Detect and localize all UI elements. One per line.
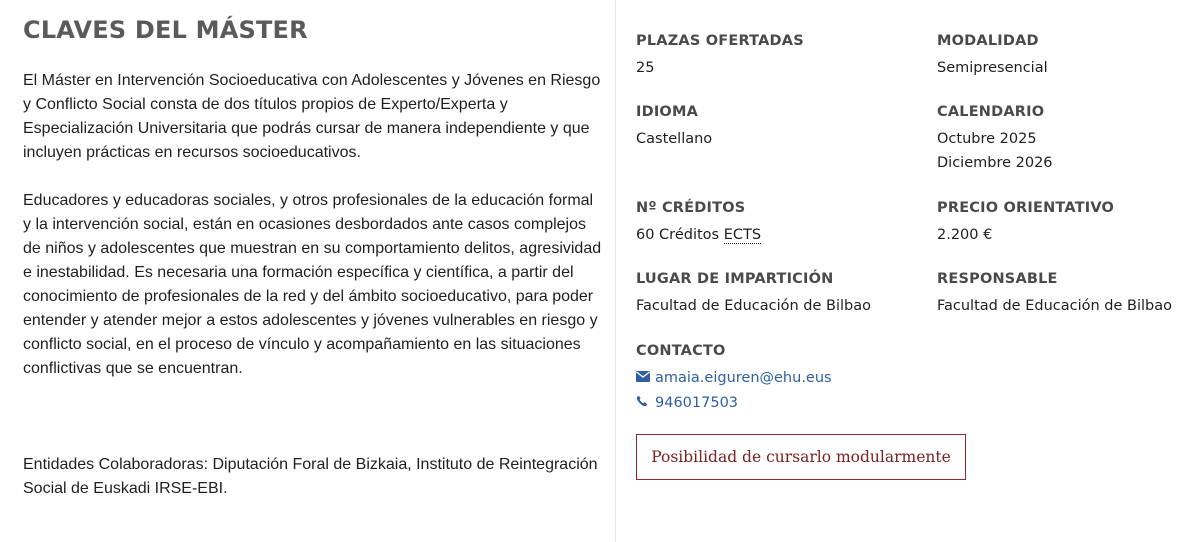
precio-value: 2.200 € [937, 227, 993, 243]
contacto-field [636, 341, 832, 416]
lugar-value: Facultad de Educación de Bilbao [636, 298, 871, 314]
modalidad-field [937, 31, 1048, 80]
envelope-icon [636, 366, 650, 391]
plazas-label: PLAZAS OFERTADAS [636, 33, 804, 49]
intro-paragraph: El Máster en Intervención Socioeducativa con Adolescentes y Jóvenes en Riesgo y Conflicto Social consta de dos títulos propios de Experto/Experta y Especialización Universitaria que podrás cursar de manera independiente y que incluyen prácticas en recursos socioeducativos. [23, 72, 601, 161]
phone-icon [636, 391, 650, 416]
plazas-value: 25 [636, 60, 655, 76]
idioma-field [636, 102, 712, 151]
partners-paragraph: Entidades Colaboradoras: Diputación Foral de Bizkaia, Instituto de Reintegración Social de Euskadi IRSE-EBI. [23, 456, 598, 497]
info-panel [617, 0, 1200, 542]
idioma-label: IDIOMA [636, 104, 699, 120]
calendario-start: Octubre 2025 [937, 131, 1037, 147]
phone-link[interactable] [636, 391, 832, 416]
lugar-field [636, 269, 871, 318]
creditos-value [636, 223, 761, 247]
phone-text[interactable]: 946017503 [655, 395, 739, 411]
contacto-label: CONTACTO [636, 343, 726, 359]
modular-option-button[interactable]: Posibilidad de cursarlo modularmente [636, 434, 966, 480]
modalidad-value: Semipresencial [937, 60, 1048, 76]
email-text[interactable]: amaia.eiguren@ehu.eus [655, 370, 832, 386]
section-title: CLAVES DEL MÁSTER [23, 16, 308, 44]
responsable-field [937, 269, 1172, 318]
lugar-label: LUGAR DE IMPARTICIÓN [636, 271, 834, 287]
idioma-value: Castellano [636, 131, 713, 147]
plazas-field [636, 31, 804, 80]
responsable-label: RESPONSABLE [937, 271, 1058, 287]
calendario-label: CALENDARIO [937, 104, 1045, 120]
precio-field [937, 198, 1114, 247]
creditos-number: 60 Créditos [636, 227, 724, 243]
description-paragraph: Educadores y educadoras sociales, y otros profesionales de la educación formal y la intervención social, están en ocasiones desbordados ante casos complejos de niños y adolescentes que muestran en su comportamiento delitos, agresividad e inestabilidad. Es necesaria una formación específica y científica, a partir del conocimiento de profesionales de la red y del ámbito socioeducativo, para poder entender y atender mejor a estos adolescentes y jóvenes vulnerables en riesgo y conflicto social, en el proceso de vínculo y acompañamiento en las situaciones conflictivas que se encuentran. [23, 192, 602, 377]
modalidad-label: MODALIDAD [937, 33, 1039, 49]
creditos-field [636, 198, 761, 247]
calendario-field [937, 102, 1053, 175]
creditos-label: Nº CRÉDITOS [636, 200, 746, 216]
email-link[interactable] [636, 366, 832, 391]
responsable-value: Facultad de Educación de Bilbao [937, 298, 1172, 314]
calendario-end: Diciembre 2026 [937, 155, 1053, 171]
precio-label: PRECIO ORIENTATIVO [937, 200, 1115, 216]
ects-abbreviation: ECTS [723, 227, 762, 243]
